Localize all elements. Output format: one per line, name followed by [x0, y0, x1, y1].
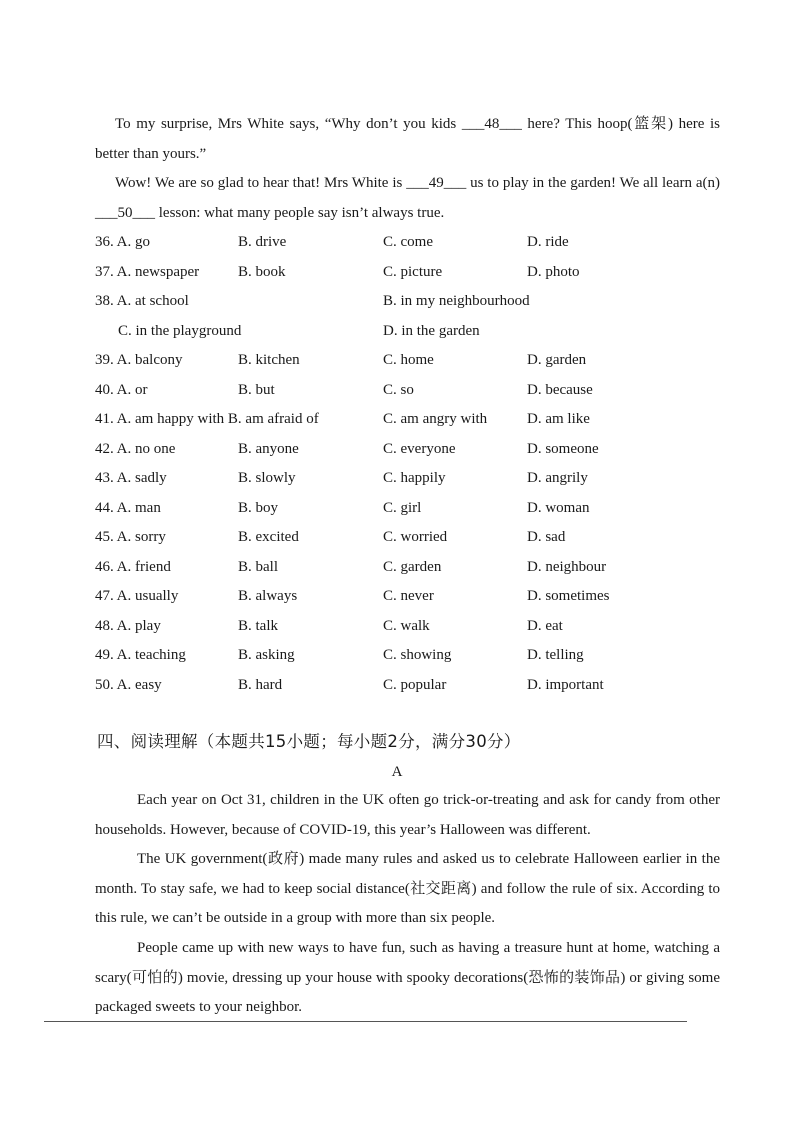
option-d: D. eat: [527, 617, 563, 634]
option-d: D. important: [527, 676, 604, 693]
option-row-45: [95, 523, 725, 553]
option-c: C. happily: [383, 470, 446, 486]
option-b: B. drive: [238, 234, 287, 250]
option-b: B. kitchen: [238, 352, 300, 368]
option-b: B. excited: [238, 529, 299, 545]
option-b: B. in my neighbourhood: [383, 293, 530, 309]
option-row-36: [95, 228, 725, 258]
option-a: 50. A. easy: [95, 676, 162, 693]
option-c: C. walk: [383, 617, 430, 634]
option-row-47: [95, 582, 725, 612]
option-a: 44. A. man: [95, 499, 161, 516]
option-d: D. in the garden: [383, 322, 480, 339]
footer-divider: [44, 1021, 687, 1022]
option-row-41: [95, 405, 725, 435]
option-b: B. boy: [238, 499, 279, 516]
option-c: C. home: [383, 352, 434, 368]
option-b: B. but: [238, 381, 275, 398]
option-d: D. sometimes: [527, 588, 610, 604]
option-b: B. asking: [238, 647, 295, 663]
option-c: C. in the playground: [118, 322, 242, 339]
option-d: D. neighbour: [527, 558, 607, 575]
option-a: 48. A. play: [95, 617, 161, 634]
option-a: 37. A. newspaper: [95, 263, 200, 280]
option-a: 46. A. friend: [95, 558, 171, 575]
option-row-40: [95, 376, 725, 406]
option-b: B. anyone: [238, 440, 299, 457]
option-c: C. picture: [383, 263, 443, 280]
option-row-38: [95, 287, 725, 317]
option-b: B. always: [238, 588, 298, 604]
option-row-37: [95, 258, 725, 288]
option-row-44: [95, 494, 725, 524]
option-c: C. garden: [383, 558, 442, 575]
option-d: D. angrily: [527, 470, 588, 486]
option-a: 42. A. no one: [95, 440, 176, 457]
option-d: D. because: [527, 381, 593, 398]
option-b: B. book: [238, 263, 286, 280]
option-row-39: [95, 346, 725, 376]
option-d: D. ride: [527, 234, 569, 250]
option-d: D. someone: [527, 440, 599, 457]
answer-options-list: [95, 228, 725, 700]
option-a: 43. A. sadly: [95, 470, 167, 486]
option-d: D. am like: [527, 411, 590, 427]
option-c: C. so: [383, 381, 414, 398]
option-c: C. showing: [383, 647, 452, 663]
option-a: 36. A. go: [95, 234, 151, 250]
cloze-paragraph-1: To my surprise, Mrs White says, “Why don’t you kids ___48___ here? This hoop(篮架) here is better than yours.”: [95, 116, 720, 162]
option-c: C. everyone: [383, 440, 456, 457]
option-a: 45. A. sorry: [95, 529, 166, 545]
option-row-46: [95, 553, 725, 583]
option-a-b: 41. A. am happy with B. am afraid of: [95, 411, 319, 427]
option-row-38-cont: [95, 317, 725, 347]
option-c: C. come: [383, 234, 433, 250]
option-c: C. worried: [383, 529, 448, 545]
option-c: C. popular: [383, 676, 447, 693]
option-b: B. talk: [238, 617, 278, 634]
option-c: C. girl: [383, 499, 422, 516]
option-a: 47. A. usually: [95, 588, 179, 604]
option-row-49: [95, 641, 725, 671]
option-d: D. woman: [527, 499, 590, 516]
option-d: D. garden: [527, 352, 587, 368]
cloze-paragraph-2: Wow! We are so glad to hear that! Mrs White is ___49___ us to play in the garden! We all learn a(n) ___50___ lesson: what many people say isn’t always true.: [95, 175, 720, 221]
option-d: D. sad: [527, 529, 566, 545]
option-a: 39. A. balcony: [95, 352, 183, 368]
reading-paragraph-1: Each year on Oct 31, children in the UK often go trick-or-treating and ask for candy from other households. However, because of COVID-19, this year’s Halloween was different.: [95, 792, 720, 838]
option-d: D. telling: [527, 647, 584, 663]
option-a: 38. A. at school: [95, 293, 189, 309]
option-b: B. ball: [238, 558, 278, 575]
option-row-50: [95, 671, 725, 701]
option-row-48: [95, 612, 725, 642]
option-c: C. am angry with: [383, 411, 488, 427]
passage-label: A: [391, 764, 403, 780]
option-a: 49. A. teaching: [95, 647, 186, 663]
section-heading: 四、阅读理解（本题共15小题；每小题2分，满分30分）: [97, 732, 521, 751]
option-d: D. photo: [527, 263, 580, 280]
option-c: C. never: [383, 588, 434, 604]
reading-paragraph-2: The UK government(政府) made many rules and asked us to celebrate Halloween earlier in the month. To stay safe, we had to keep social distance(社交距离) and follow the rule of six. According to this rule, we can’t be outside in a group with more than six people.: [95, 851, 720, 926]
option-b: B. slowly: [238, 470, 296, 486]
reading-paragraph-3: People came up with new ways to have fun, such as having a treasure hunt at home, watching a scary(可怕的) movie, dressing up your house with spooky decorations(恐怖的装饰品) or giving some packaged sweets to your neighbor.: [95, 940, 720, 1015]
option-a: 40. A. or: [95, 381, 148, 398]
option-row-43: [95, 464, 725, 494]
option-row-42: [95, 435, 725, 465]
option-b: B. hard: [238, 676, 283, 693]
